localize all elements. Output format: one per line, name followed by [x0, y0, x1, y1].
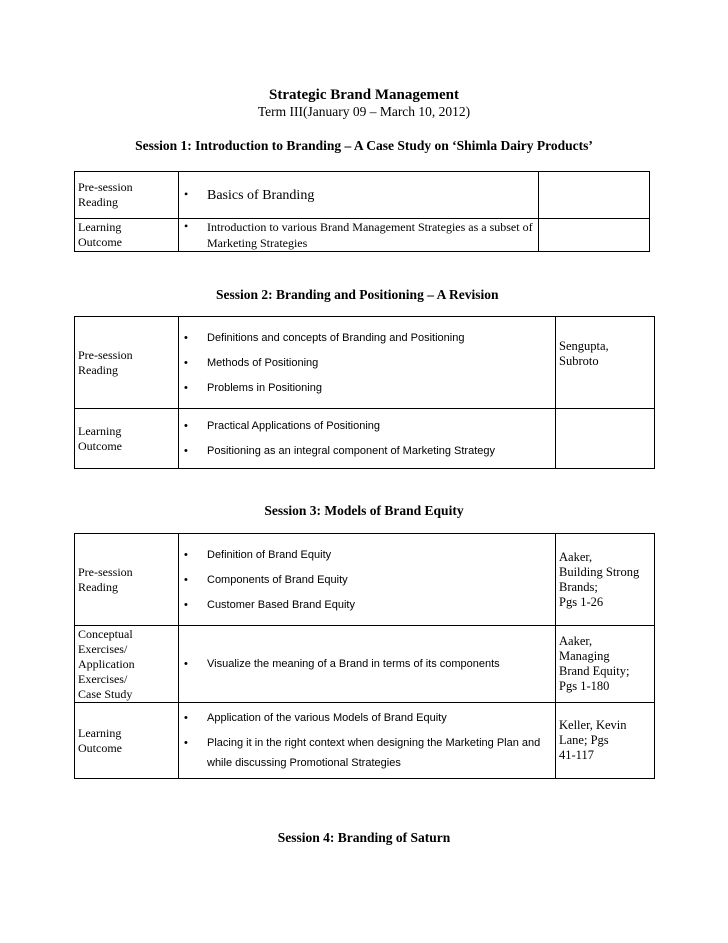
row-topics: [179, 409, 556, 469]
table-row: [75, 534, 655, 626]
session-2-table: [74, 316, 655, 469]
row-topics: [179, 703, 556, 779]
list-item: • Components of Brand Equity: [184, 573, 348, 586]
row-reference: [556, 409, 655, 469]
row-label: Pre-session Reading: [75, 172, 179, 219]
list-item: • Introduction to various Brand Management Strategies as a subset of Marketing Strategies: [184, 219, 533, 250]
list-item: • Basics of Branding: [184, 187, 315, 203]
row-topics: [179, 626, 556, 703]
table-row: [75, 703, 655, 779]
row-label: Pre-session Reading: [75, 534, 179, 626]
list-item: • Placing it in the right context when designing the Marketing Plan and while discussing Promotional Strategies: [184, 737, 541, 769]
list-item: • Definition of Brand Equity: [184, 548, 332, 561]
row-label: Learning Outcome: [75, 219, 179, 252]
table-row: [75, 219, 650, 252]
list-item: • Problems in Positioning: [184, 381, 322, 394]
session-4-heading: Session 4: Branding of Saturn: [277, 830, 451, 845]
table-row: [75, 172, 650, 219]
row-topics: [179, 219, 539, 252]
list-item: • Positioning as an integral component of Marketing Strategy: [184, 445, 495, 457]
session-2-heading: Session 2: Branding and Positioning – A Revision: [216, 287, 499, 302]
table-row: [75, 409, 655, 469]
row-reference: Aaker, Building Strong Brands; Pgs 1-26: [556, 534, 655, 626]
list-item: • Visualize the meaning of a Brand in terms of its components: [184, 658, 500, 670]
row-label: Conceptual Exercises/ Application Exercises/ Case Study: [75, 626, 179, 703]
row-reference: [539, 172, 650, 219]
session-3-heading: Session 3: Models of Brand Equity: [264, 503, 464, 518]
session-3-table: [74, 533, 655, 779]
row-label: Learning Outcome: [75, 703, 179, 779]
row-reference: Keller, Kevin Lane; Pgs 41-117: [556, 703, 655, 779]
session-1-heading: Session 1: Introduction to Branding – A Case Study on ‘Shimla Dairy Products’: [135, 138, 593, 153]
row-reference: Aaker, Managing Brand Equity; Pgs 1-180: [556, 626, 655, 703]
list-item: • Customer Based Brand Equity: [184, 598, 355, 611]
term-dates: Term III(January 09 – March 10, 2012): [257, 104, 471, 119]
table-row: [75, 317, 655, 409]
row-topics: [179, 172, 539, 219]
row-label: Learning Outcome: [75, 409, 179, 469]
document-title: Strategic Brand Management: [269, 87, 459, 103]
row-label: Pre-session Reading: [75, 317, 179, 409]
row-reference: [539, 219, 650, 252]
row-topics: [179, 317, 556, 409]
row-topics: [179, 534, 556, 626]
list-item: • Application of the various Models of Brand Equity: [184, 712, 447, 724]
list-item: • Definitions and concepts of Branding and Positioning: [184, 331, 465, 344]
row-reference: Sengupta, Subroto: [556, 317, 655, 409]
session-1-table: [74, 171, 650, 252]
table-row: [75, 626, 655, 703]
list-item: • Methods of Positioning: [184, 356, 319, 369]
list-item: • Practical Applications of Positioning: [184, 420, 381, 432]
